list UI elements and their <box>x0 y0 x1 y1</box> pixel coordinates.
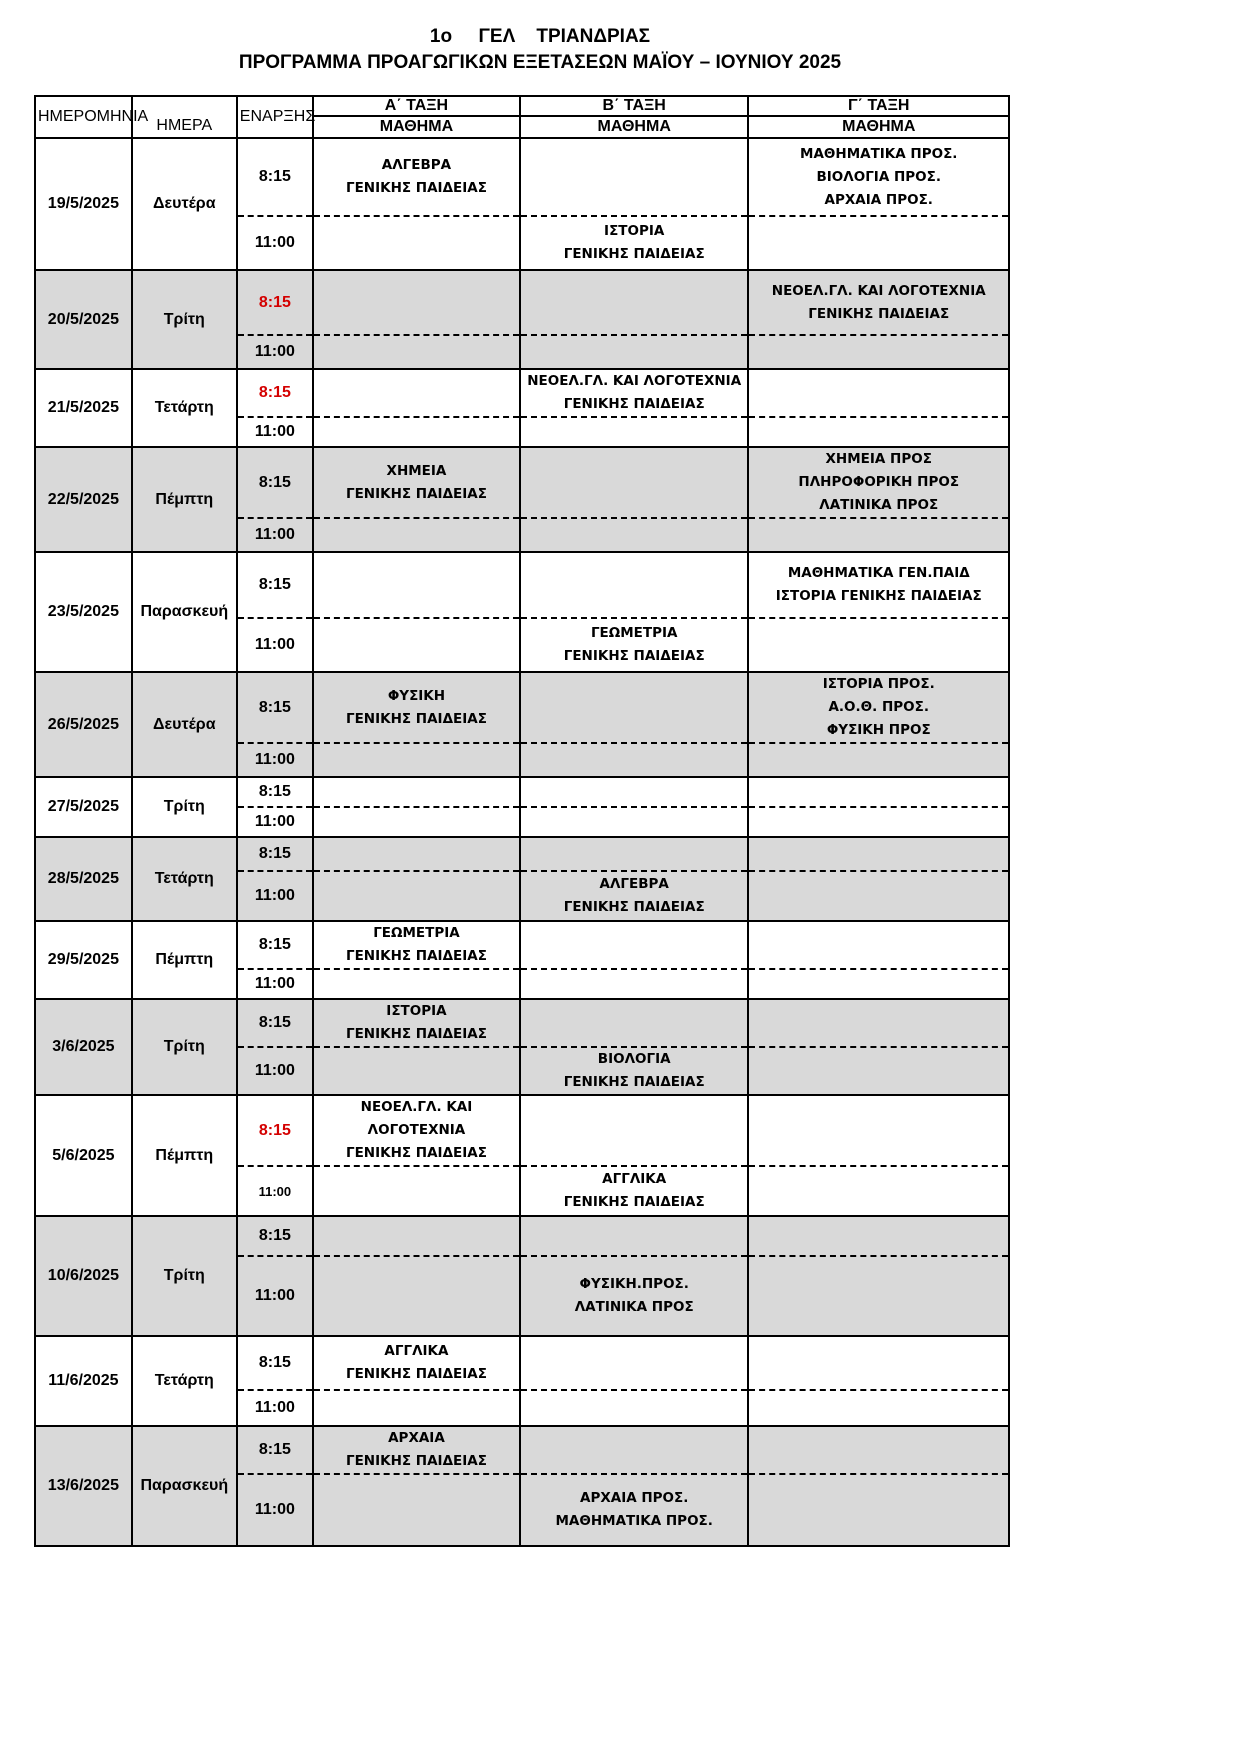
subject-cell-class-a <box>313 1256 520 1336</box>
subject-line: ΠΛΗΡΟΦΟΡΙΚΗ ΠΡΟΣ <box>798 474 960 490</box>
subject-cell-class-c <box>748 969 1009 999</box>
col-header-subject-b: ΜΑΘΗΜΑ <box>520 116 749 138</box>
subject-cell-class-b <box>520 871 749 921</box>
col-header-subject-c: ΜΑΘΗΜΑ <box>748 116 1009 138</box>
subject-line: ΓΕΝΙΚΗΣ ΠΑΙΔΕΙΑΣ <box>563 396 705 412</box>
start-time: 11:00 <box>237 417 313 447</box>
start-time: 11:00 <box>237 969 313 999</box>
start-time: 8:15 <box>237 270 313 335</box>
subject-cell-class-a <box>313 777 520 807</box>
exam-weekday: Πέμπτη <box>132 1095 237 1216</box>
school-title: 1ο ΓΕΛ ΤΡΙΑΝΔΡΙΑΣ <box>429 26 651 47</box>
subject-cell-class-a <box>313 552 520 618</box>
subject-cell-class-a <box>313 335 520 369</box>
subject-cell-class-b <box>520 1216 749 1256</box>
start-time: 11:00 <box>237 335 313 369</box>
schedule-row <box>35 1426 1009 1474</box>
subject-cell-class-b <box>520 335 749 369</box>
exam-weekday: Δευτέρα <box>132 672 237 777</box>
subject-line: Α.Ο.Θ. ΠΡΟΣ. <box>828 699 929 715</box>
exam-date: 28/5/2025 <box>35 837 132 921</box>
subject-cell-class-b <box>520 1390 749 1426</box>
subject-cell-class-a <box>313 1047 520 1095</box>
subject-cell-class-a <box>313 871 520 921</box>
subject-cell-class-c <box>748 270 1009 335</box>
subject-cell-class-b <box>520 518 749 552</box>
subject-cell-class-c <box>748 1336 1009 1390</box>
subject-line: ΙΣΤΟΡΙΑ ΠΡΟΣ. <box>822 676 935 692</box>
exam-weekday: Πέμπτη <box>132 921 237 999</box>
subject-line: ΧΗΜΕΙΑ ΠΡΟΣ <box>825 451 932 467</box>
subject-cell-class-a <box>313 1426 520 1474</box>
exam-date: 29/5/2025 <box>35 921 132 999</box>
subject-line: ΓΕΝΙΚΗΣ ΠΑΙΔΕΙΑΣ <box>563 1194 705 1210</box>
col-header-class-c: Γ΄ ΤΑΞΗ <box>748 96 1009 116</box>
start-time: 8:15 <box>237 1095 313 1166</box>
subject-cell-class-b <box>520 807 749 837</box>
subject-line: ΦΥΣΙΚΗ ΠΡΟΣ <box>826 722 931 738</box>
subject-cell-class-b <box>520 270 749 335</box>
subject-line: ΑΓΓΛΙΚΑ <box>602 1171 667 1187</box>
start-time: 11:00 <box>237 618 313 672</box>
schedule-row <box>35 837 1009 871</box>
subject-line: ΓΕΝΙΚΗΣ ΠΑΙΔΕΙΑΣ <box>345 1026 487 1042</box>
schedule-body <box>35 138 1009 1546</box>
subject-cell-class-b <box>520 1336 749 1390</box>
subject-line: ΓΕΝΙΚΗΣ ΠΑΙΔΕΙΑΣ <box>808 305 950 322</box>
col-header-class-a: Α΄ ΤΑΞΗ <box>313 96 520 116</box>
exam-date: 22/5/2025 <box>35 447 132 552</box>
subject-cell-class-a <box>313 1166 520 1216</box>
subject-line: ΝΕΟΕΛ.ΓΛ. ΚΑΙ <box>360 1099 473 1115</box>
subject-line: ΝΕΟΕΛ.ΓΛ. ΚΑΙ ΛΟΓΟΤΕΧΝΙΑ <box>527 373 742 389</box>
exam-weekday: Παρασκευή <box>132 1426 237 1546</box>
col-header-day: ΗΜΕΡΑ <box>132 96 237 138</box>
exam-date: 5/6/2025 <box>35 1095 132 1216</box>
start-time: 8:15 <box>237 1216 313 1256</box>
exam-weekday: Τρίτη <box>132 999 237 1095</box>
subject-line: ΓΕΩΜΕΤΡΙΑ <box>373 925 460 941</box>
subject-cell-class-c <box>748 1426 1009 1474</box>
subject-cell-class-a <box>313 138 520 216</box>
subject-line: ΑΡΧΑΙΑ ΠΡΟΣ. <box>824 191 933 208</box>
subject-cell-class-c <box>748 216 1009 270</box>
subject-line: ΓΕΝΙΚΗΣ ΠΑΙΔΕΙΑΣ <box>345 485 487 502</box>
subject-cell-class-b <box>520 138 749 216</box>
schedule-row <box>35 672 1009 743</box>
schedule-row <box>35 1336 1009 1390</box>
start-time: 11:00 <box>237 871 313 921</box>
col-header-start: ΕΝΑΡΞΗΣ <box>237 96 313 138</box>
subject-cell-class-c <box>748 777 1009 807</box>
subject-line: ΦΥΣΙΚΗ.ΠΡΟΣ. <box>579 1276 689 1292</box>
schedule-row <box>35 777 1009 807</box>
exam-weekday: Τρίτη <box>132 270 237 369</box>
schedule-row <box>35 447 1009 518</box>
exam-weekday: Τρίτη <box>132 1216 237 1336</box>
start-time: 11:00 <box>237 1256 313 1336</box>
subject-line: ΙΣΤΟΡΙΑ ΓΕΝΙΚΗΣ ΠΑΙΔΕΙΑΣ <box>775 588 982 604</box>
subject-cell-class-c <box>748 743 1009 777</box>
subject-cell-class-a <box>313 216 520 270</box>
start-time: 8:15 <box>237 552 313 618</box>
exam-date: 23/5/2025 <box>35 552 132 672</box>
schedule-row <box>35 999 1009 1047</box>
subject-line: ΒΙΟΛΟΓΙΑ ΠΡΟΣ. <box>816 168 941 185</box>
start-time: 8:15 <box>237 999 313 1047</box>
subject-cell-class-b <box>520 1166 749 1216</box>
exam-date: 27/5/2025 <box>35 777 132 837</box>
subject-cell-class-a <box>313 1474 520 1546</box>
subject-cell-class-b <box>520 1095 749 1166</box>
subject-cell-class-c <box>748 1047 1009 1095</box>
exam-date: 3/6/2025 <box>35 999 132 1095</box>
exam-date: 21/5/2025 <box>35 369 132 447</box>
subject-cell-class-c <box>748 518 1009 552</box>
subject-cell-class-c <box>748 999 1009 1047</box>
subject-cell-class-b <box>520 969 749 999</box>
subject-cell-class-c <box>748 807 1009 837</box>
subject-cell-class-c <box>748 837 1009 871</box>
subject-cell-class-b <box>520 417 749 447</box>
schedule-row <box>35 921 1009 969</box>
subject-line: ΝΕΟΕΛ.ΓΛ. ΚΑΙ ΛΟΓΟΤΕΧΝΙΑ <box>771 282 986 299</box>
subject-cell-class-c <box>748 1256 1009 1336</box>
exam-date: 10/6/2025 <box>35 1216 132 1336</box>
subject-cell-class-b <box>520 921 749 969</box>
subject-line: ΓΕΝΙΚΗΣ ΠΑΙΔΕΙΑΣ <box>345 1145 487 1161</box>
subject-cell-class-b <box>520 999 749 1047</box>
subject-cell-class-c <box>748 618 1009 672</box>
start-time: 11:00 <box>237 1047 313 1095</box>
schedule-title: ΠΡΟΓΡΑΜΜΑ ΠΡΟΑΓΩΓΙΚΩΝ ΕΞΕΤΑΣΕΩΝ ΜΑΪΟΥ – ΙΟΥΝΙΟΥ 2025 <box>238 52 842 73</box>
subject-line: ΓΕΝΙΚΗΣ ΠΑΙΔΕΙΑΣ <box>345 710 487 727</box>
exam-weekday: Δευτέρα <box>132 138 237 270</box>
schedule-row <box>35 270 1009 335</box>
subject-cell-class-b <box>520 552 749 618</box>
subject-cell-class-c <box>748 335 1009 369</box>
start-time: 8:15 <box>237 1336 313 1390</box>
subject-line: ΑΛΓΕΒΡΑ <box>599 876 669 892</box>
start-time: 11:00 <box>237 216 313 270</box>
subject-cell-class-c <box>748 552 1009 618</box>
start-time: 11:00 <box>237 807 313 837</box>
subject-line: ΑΡΧΑΙΑ <box>388 1430 445 1446</box>
subject-cell-class-c <box>748 447 1009 518</box>
subject-cell-class-a <box>313 672 520 743</box>
subject-cell-class-a <box>313 921 520 969</box>
subject-cell-class-b <box>520 672 749 743</box>
start-time: 11:00 <box>237 1390 313 1426</box>
exam-weekday: Τετάρτη <box>132 369 237 447</box>
exam-schedule-table <box>34 95 1010 1547</box>
subject-line: ΙΣΤΟΡΙΑ <box>604 223 665 239</box>
subject-cell-class-b <box>520 1256 749 1336</box>
subject-cell-class-c <box>748 1474 1009 1546</box>
subject-cell-class-c <box>748 871 1009 921</box>
subject-line: ΒΙΟΛΟΓΙΑ <box>597 1051 671 1067</box>
subject-line: ΛΟΓΟΤΕΧΝΙΑ <box>367 1122 466 1138</box>
subject-cell-class-a <box>313 447 520 518</box>
subject-line: ΓΕΝΙΚΗΣ ΠΑΙΔΕΙΑΣ <box>345 1453 487 1469</box>
start-time: 11:00 <box>237 1474 313 1546</box>
exam-weekday: Τρίτη <box>132 777 237 837</box>
subject-line: ΑΓΓΛΙΚΑ <box>384 1343 449 1359</box>
subject-line: ΓΕΝΙΚΗΣ ΠΑΙΔΕΙΑΣ <box>345 180 487 196</box>
start-time: 8:15 <box>237 138 313 216</box>
exam-weekday: Πέμπτη <box>132 447 237 552</box>
start-time: 11:00 <box>237 518 313 552</box>
subject-line: ΓΕΝΙΚΗΣ ΠΑΙΔΕΙΑΣ <box>345 1366 487 1382</box>
subject-line: ΜΑΘΗΜΑΤΙΚΑ ΠΡΟΣ. <box>555 1513 713 1529</box>
subject-line: ΛΑΤΙΝΙΚΑ ΠΡΟΣ <box>574 1299 694 1315</box>
subject-cell-class-c <box>748 417 1009 447</box>
schedule-row <box>35 1095 1009 1166</box>
exam-date: 11/6/2025 <box>35 1336 132 1426</box>
subject-cell-class-a <box>313 417 520 447</box>
schedule-row <box>35 138 1009 216</box>
subject-cell-class-a <box>313 807 520 837</box>
subject-cell-class-b <box>520 369 749 417</box>
subject-cell-class-b <box>520 447 749 518</box>
exam-weekday: Τετάρτη <box>132 837 237 921</box>
start-time: 11:00 <box>237 743 313 777</box>
subject-cell-class-a <box>313 1336 520 1390</box>
subject-line: ΑΛΓΕΒΡΑ <box>381 157 452 173</box>
start-time: 8:15 <box>237 777 313 807</box>
start-time: 11:00 <box>237 1166 313 1216</box>
exam-weekday: Τετάρτη <box>132 1336 237 1426</box>
subject-line: ΙΣΤΟΡΙΑ <box>386 1003 447 1019</box>
schedule-row <box>35 552 1009 618</box>
start-time: 8:15 <box>237 921 313 969</box>
subject-cell-class-a <box>313 618 520 672</box>
subject-line: ΧΗΜΕΙΑ <box>386 462 447 479</box>
start-time: 8:15 <box>237 837 313 871</box>
subject-cell-class-a <box>313 1216 520 1256</box>
subject-cell-class-c <box>748 1216 1009 1256</box>
subject-cell-class-a <box>313 743 520 777</box>
subject-cell-class-b <box>520 837 749 871</box>
subject-cell-class-b <box>520 1474 749 1546</box>
subject-cell-class-b <box>520 1047 749 1095</box>
start-time: 8:15 <box>237 447 313 518</box>
col-header-subject-a: ΜΑΘΗΜΑ <box>313 116 520 138</box>
subject-cell-class-b <box>520 618 749 672</box>
subject-cell-class-c <box>748 138 1009 216</box>
subject-cell-class-c <box>748 1095 1009 1166</box>
subject-cell-class-a <box>313 1390 520 1426</box>
subject-line: ΜΑΘΗΜΑΤΙΚΑ ΓΕΝ.ΠΑΙΔ <box>787 565 970 581</box>
subject-cell-class-a <box>313 270 520 335</box>
schedule-row <box>35 1216 1009 1256</box>
subject-cell-class-a <box>313 518 520 552</box>
subject-line: ΓΕΝΙΚΗΣ ΠΑΙΔΕΙΑΣ <box>345 948 487 964</box>
subject-cell-class-c <box>748 921 1009 969</box>
exam-date: 26/5/2025 <box>35 672 132 777</box>
exam-date: 20/5/2025 <box>35 270 132 369</box>
subject-line: ΓΕΝΙΚΗΣ ΠΑΙΔΕΙΑΣ <box>563 899 705 915</box>
subject-line: ΛΑΤΙΝΙΚΑ ΠΡΟΣ <box>819 497 939 513</box>
subject-cell-class-c <box>748 672 1009 743</box>
subject-cell-class-c <box>748 1166 1009 1216</box>
subject-cell-class-b <box>520 216 749 270</box>
subject-line: ΑΡΧΑΙΑ ΠΡΟΣ. <box>580 1490 689 1506</box>
schedule-row <box>35 369 1009 417</box>
subject-cell-class-a <box>313 369 520 417</box>
subject-cell-class-a <box>313 1095 520 1166</box>
subject-line: ΓΕΝΙΚΗΣ ΠΑΙΔΕΙΑΣ <box>563 246 705 262</box>
start-time: 8:15 <box>237 1426 313 1474</box>
exam-weekday: Παρασκευή <box>132 552 237 672</box>
start-time: 8:15 <box>237 672 313 743</box>
col-header-date: ΗΜΕΡΟΜΗΝΙΑ <box>35 96 132 138</box>
subject-cell-class-c <box>748 369 1009 417</box>
subject-line: ΓΕΝΙΚΗΣ ΠΑΙΔΕΙΑΣ <box>563 1074 705 1090</box>
exam-date: 13/6/2025 <box>35 1426 132 1546</box>
start-time: 8:15 <box>237 369 313 417</box>
subject-cell-class-b <box>520 1426 749 1474</box>
subject-cell-class-a <box>313 837 520 871</box>
subject-line: ΓΕΝΙΚΗΣ ΠΑΙΔΕΙΑΣ <box>563 648 705 664</box>
subject-cell-class-a <box>313 999 520 1047</box>
subject-cell-class-c <box>748 1390 1009 1426</box>
subject-line: ΓΕΩΜΕΤΡΙΑ <box>590 625 678 641</box>
subject-cell-class-b <box>520 743 749 777</box>
subject-cell-class-b <box>520 777 749 807</box>
subject-line: ΦΥΣΙΚΗ <box>387 687 446 704</box>
subject-cell-class-a <box>313 969 520 999</box>
col-header-class-b: Β΄ ΤΑΞΗ <box>520 96 749 116</box>
subject-line: ΜΑΘΗΜΑΤΙΚΑ ΠΡΟΣ. <box>800 145 958 162</box>
exam-date: 19/5/2025 <box>35 138 132 270</box>
